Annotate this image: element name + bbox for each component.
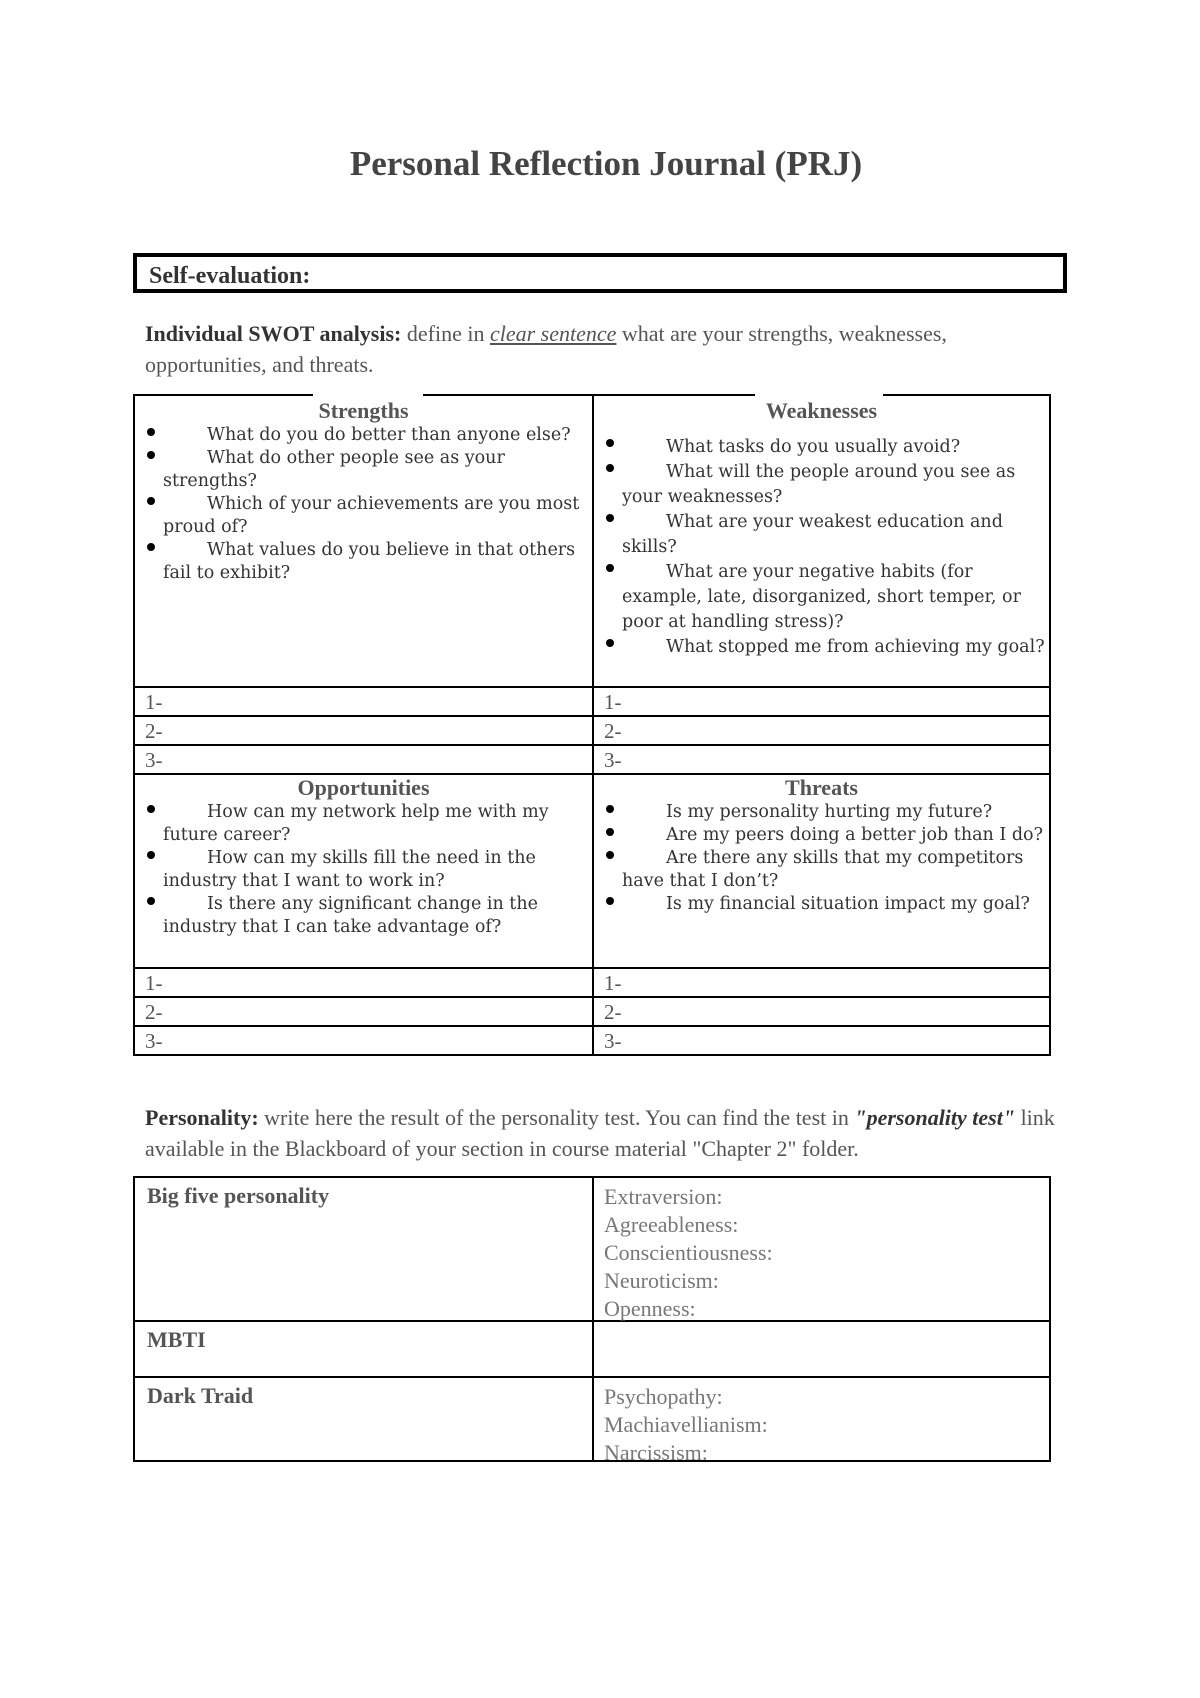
swot-intro-text-after: what are your strengths, weaknesses, opportunities, and threats. (145, 321, 947, 377)
threats-heading: Threats (785, 775, 858, 800)
bullet-icon (606, 464, 614, 472)
bullet-icon (147, 451, 155, 459)
list-item: Are my peers doing a better job than I do? (594, 824, 1049, 847)
list-item: What do other people see as your strengths? (135, 447, 592, 493)
swot-divider (135, 744, 1049, 746)
list-item: Is my personality hurting my future? (594, 801, 1049, 824)
personality-center-divider (592, 1178, 594, 1460)
opportunities-row-3: 3- (145, 1029, 163, 1053)
bullet-icon (147, 851, 155, 859)
swot-divider (135, 1025, 1049, 1027)
swot-divider (135, 686, 1049, 688)
list-item: What are your weakest education and skills? (594, 510, 1049, 560)
swot-intro-label: Individual SWOT analysis: (145, 321, 402, 346)
list-item: What do you do better than anyone else? (135, 424, 592, 447)
opportunities-cell (135, 775, 592, 967)
list-item: How can my network help me with my future career? (135, 801, 592, 847)
opportunities-row-1: 1- (145, 971, 163, 995)
personality-divider (135, 1376, 1049, 1378)
opportunities-row-2: 2- (145, 1000, 163, 1024)
opportunities-heading: Opportunities (297, 775, 430, 800)
threats-row-1: 1- (604, 971, 622, 995)
self-evaluation-heading: Self-evaluation: (133, 253, 1067, 293)
big-five-values (604, 1183, 773, 1323)
threats-questions (594, 801, 1049, 916)
dark-triad-values (604, 1383, 768, 1467)
threats-row-3: 3- (604, 1029, 622, 1053)
tab-gap-right (755, 393, 883, 397)
threats-cell (594, 775, 1049, 967)
list-item: What are your negative habits (for example, late, disorganized, short temper, or poor at handling stress)? (594, 560, 1049, 635)
weaknesses-row-3: 3- (604, 748, 622, 772)
list-item: Extraversion: (604, 1184, 723, 1209)
bullet-icon (606, 897, 614, 905)
list-item: How can my skills fill the need in the industry that I want to work in? (135, 847, 592, 893)
bullet-icon (147, 805, 155, 813)
weaknesses-row-1: 1- (604, 690, 622, 714)
personality-intro-label: Personality: (145, 1105, 259, 1130)
personality-intro (145, 1102, 1065, 1164)
bullet-icon (606, 851, 614, 859)
swot-divider (135, 967, 1049, 969)
list-item: What values do you believe in that others fail to exhibit? (135, 539, 592, 585)
threats-row-2: 2- (604, 1000, 622, 1024)
weaknesses-row-2: 2- (604, 719, 622, 743)
strengths-row-2: 2- (145, 719, 163, 743)
bullet-icon (606, 805, 614, 813)
list-item: Agreeableness: (604, 1212, 739, 1237)
strengths-row-1: 1- (145, 690, 163, 714)
swot-table (133, 394, 1051, 1056)
list-item: What will the people around you see as your weaknesses? (594, 460, 1049, 510)
list-item: Conscientiousness: (604, 1240, 773, 1265)
list-item: What stopped me from achieving my goal? (594, 635, 1049, 660)
list-item: Is there any significant change in the industry that I can take advantage of? (135, 893, 592, 939)
bullet-icon (147, 897, 155, 905)
personality-divider (135, 1320, 1049, 1322)
strengths-cell (135, 398, 592, 686)
dark-triad-label: Dark Traid (147, 1383, 254, 1408)
bullet-icon (606, 639, 614, 647)
list-item: Is my financial situation impact my goal? (594, 893, 1049, 916)
swot-intro-text-before: define in (401, 321, 490, 346)
bullet-icon (606, 514, 614, 522)
strengths-row-3: 3- (145, 748, 163, 772)
list-item: Which of your achievements are you most proud of? (135, 493, 592, 539)
list-item: What tasks do you usually avoid? (594, 435, 1049, 460)
bullet-icon (606, 564, 614, 572)
list-item: Neuroticism: (604, 1268, 719, 1293)
bullet-icon (606, 828, 614, 836)
bullet-icon (606, 439, 614, 447)
personality-table (133, 1176, 1051, 1465)
bullet-icon (147, 497, 155, 505)
mbti-label: MBTI (147, 1327, 206, 1352)
page-title: Personal Reflection Journal (PRJ) (349, 144, 863, 183)
swot-intro (145, 318, 1065, 380)
weaknesses-heading: Weaknesses (765, 398, 878, 423)
swot-divider (135, 715, 1049, 717)
bullet-icon (147, 428, 155, 436)
swot-divider (135, 996, 1049, 998)
list-item: Narcissism: (604, 1440, 708, 1465)
bullet-icon (147, 543, 155, 551)
personality-test-link: "personality test" (854, 1105, 1016, 1130)
swot-intro-emphasis: clear sentence (489, 321, 617, 346)
strengths-heading: Strengths (318, 398, 409, 423)
tab-gap-left (313, 393, 423, 397)
strengths-questions (135, 424, 592, 585)
list-item: Openness: (604, 1296, 696, 1321)
list-item: Psychopathy: (604, 1384, 723, 1409)
personality-intro-text-before: write here the result of the personality test. You can find the test in (258, 1105, 855, 1130)
weaknesses-questions (594, 435, 1049, 660)
personality-intro-text-after: link available in the Blackboard of your section in course material "Chapter 2" folder. (145, 1105, 1055, 1161)
big-five-label: Big five personality (147, 1183, 330, 1208)
opportunities-questions (135, 801, 592, 939)
list-item: Machiavellianism: (604, 1412, 768, 1437)
list-item: Are there any skills that my competitors have that I don’t? (594, 847, 1049, 893)
weaknesses-cell (594, 398, 1049, 686)
